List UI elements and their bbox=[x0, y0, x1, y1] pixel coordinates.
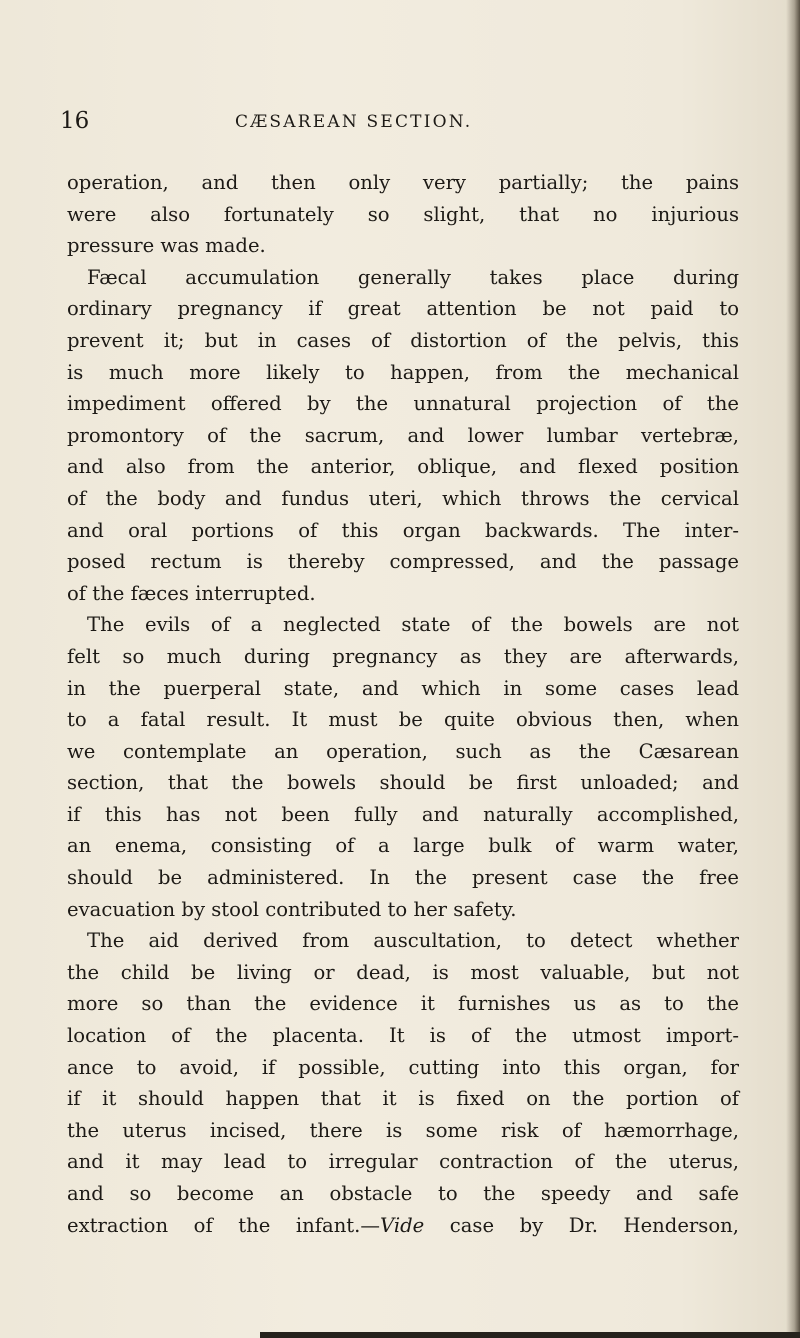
vide-italic: Vide bbox=[380, 1213, 425, 1237]
text-line: an enema, consisting of a large bulk of warm water, bbox=[67, 834, 739, 858]
text-line: should be administered. In the present case the free bbox=[67, 866, 739, 890]
page-edge-shadow bbox=[786, 0, 800, 1338]
text-line: impediment offered by the unnatural projection of the bbox=[67, 392, 739, 416]
text-line: of the fæces interrupted. bbox=[67, 581, 316, 605]
text-line: is much more likely to happen, from the mechanical bbox=[67, 360, 739, 384]
body-text bbox=[67, 167, 739, 1241]
text-line: the child be living or dead, is most valuable, but not bbox=[67, 960, 739, 984]
text-line: of the body and fundus uteri, which throws the cervical bbox=[67, 486, 739, 510]
text-line: ordinary pregnancy if great attention be not paid to bbox=[67, 297, 739, 321]
text-line: The aid derived from auscultation, to detect whether bbox=[87, 929, 739, 953]
text-line: operation, and then only very partially; the pains bbox=[67, 171, 739, 194]
text-line: to a fatal result. It must be quite obvious then, when bbox=[67, 708, 739, 732]
text-line: were also fortunately so slight, that no injurious bbox=[67, 202, 739, 226]
text-line: if it should happen that it is fixed on the portion of bbox=[67, 1087, 739, 1111]
text-line: if this has not been fully and naturally accomplished, bbox=[67, 802, 739, 826]
text-line: and also from the anterior, oblique, and flexed position bbox=[67, 455, 739, 479]
text-line-final bbox=[67, 1210, 739, 1242]
page-number: 16 bbox=[60, 108, 90, 134]
text-line: and it may lead to irregular contraction of the uterus, bbox=[67, 1150, 739, 1174]
text-line: we contemplate an operation, such as the Cæsarean bbox=[67, 739, 739, 763]
text-line: and so become an obstacle to the speedy and safe bbox=[67, 1182, 739, 1205]
final-line-after: case by Dr. Henderson, bbox=[424, 1213, 739, 1237]
page-header bbox=[60, 106, 760, 136]
text-line: posed rectum is thereby compressed, and the passage bbox=[67, 550, 739, 574]
text-line: The evils of a neglected state of the bowels are not bbox=[87, 613, 739, 637]
text-line: more so than the evidence it furnishes us as to the bbox=[67, 992, 739, 1016]
text-line: pressure was made. bbox=[67, 234, 266, 258]
text-line: Fæcal accumulation generally takes place during bbox=[87, 265, 739, 289]
text-line: ance to avoid, if possible, cutting into this organ, for bbox=[67, 1055, 739, 1079]
text-line: in the puerperal state, and which in some cases lead bbox=[67, 676, 739, 700]
text-line: the uterus incised, there is some risk of hæmorrhage, bbox=[67, 1118, 739, 1142]
text-line: location of the placenta. It is of the utmost import- bbox=[67, 1024, 739, 1048]
text-line: section, that the bowels should be first unloaded; and bbox=[67, 771, 739, 795]
text-line: prevent it; but in cases of distortion of the pelvis, this bbox=[67, 328, 739, 352]
text-line: and oral portions of this organ backwards. The inter- bbox=[67, 518, 739, 542]
text-line: felt so much during pregnancy as they are afterwards, bbox=[67, 644, 739, 668]
running-title: CÆSAREAN SECTION. bbox=[235, 112, 473, 132]
bottom-edge-rule bbox=[260, 1332, 800, 1338]
text-line: promontory of the sacrum, and lower lumbar vertebræ, bbox=[67, 423, 739, 447]
final-line-before: extraction of the infant.— bbox=[67, 1213, 381, 1237]
text-line: evacuation by stool contributed to her safety. bbox=[67, 897, 517, 921]
